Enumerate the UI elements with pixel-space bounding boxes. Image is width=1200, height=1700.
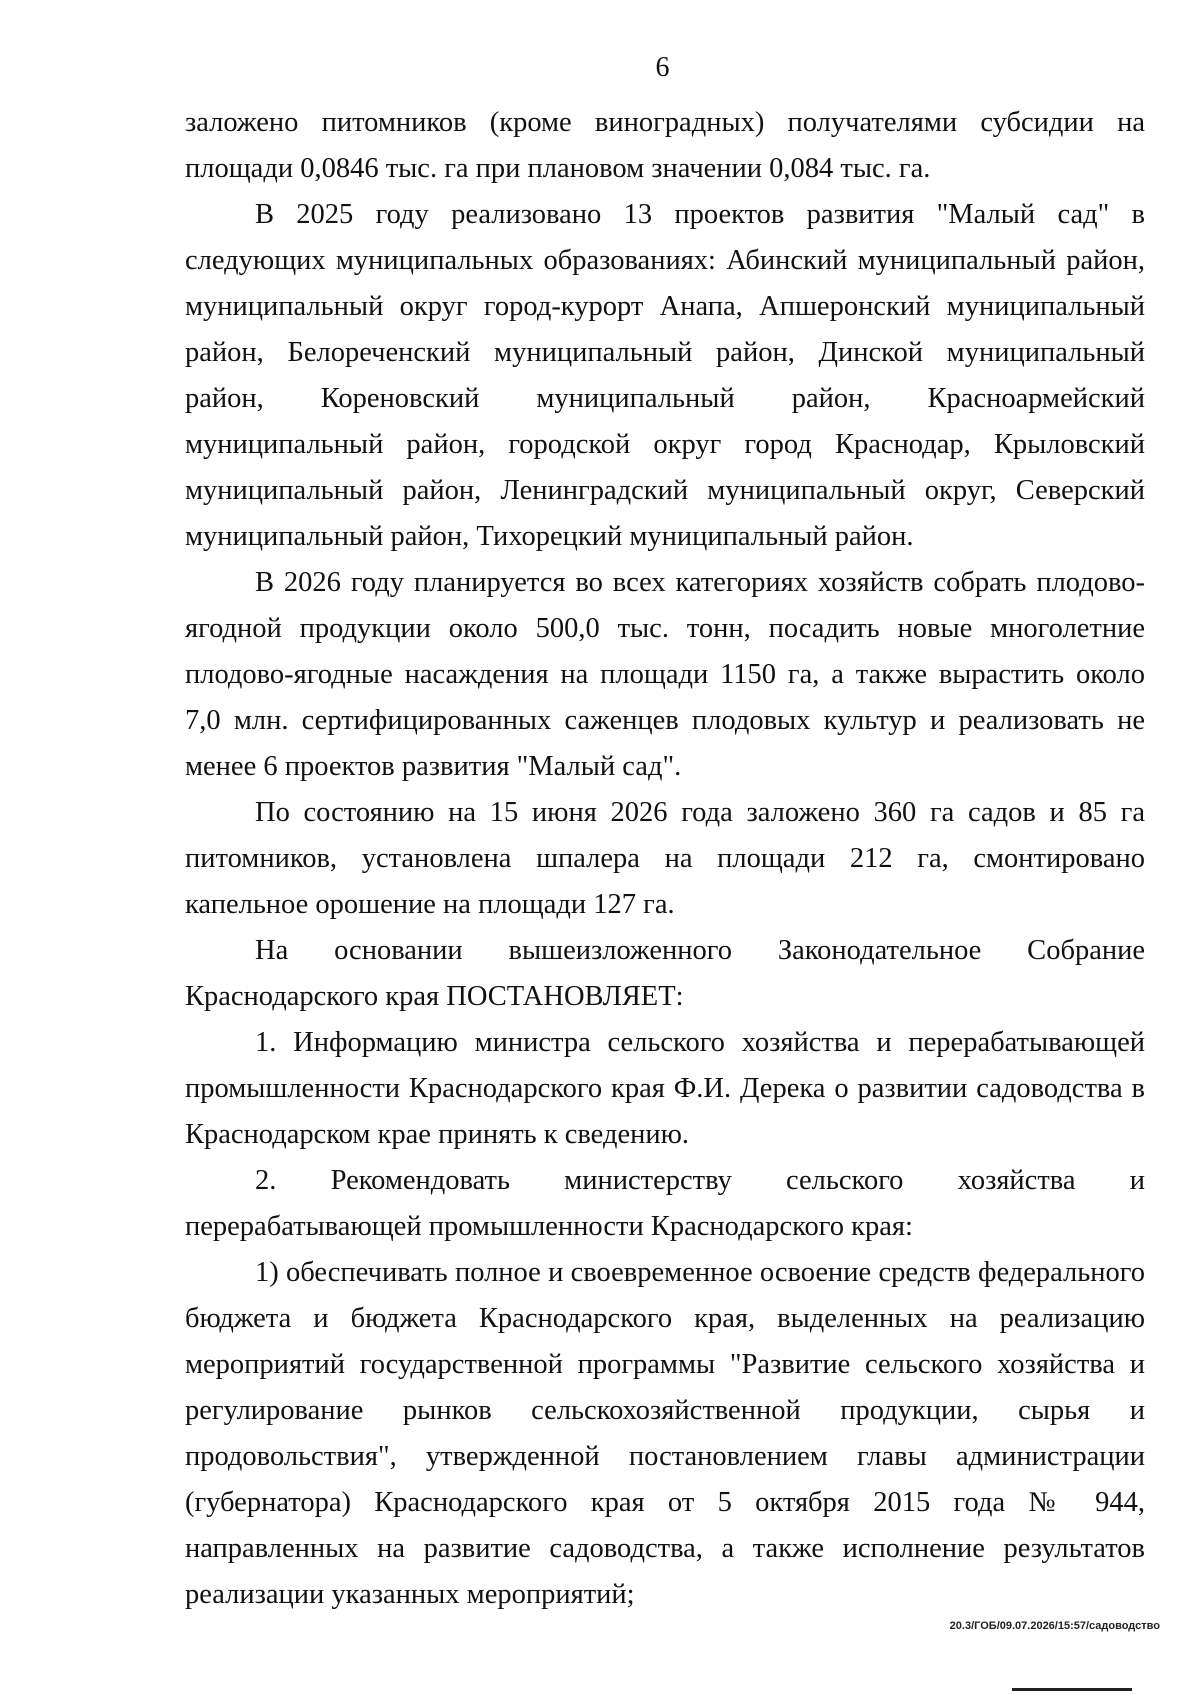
paragraph-malyi-sad-2025: В 2025 году реализовано 13 проектов развития "Малый сад" в следующих муниципальных образованиях: Абинский муниципальный район, муниципальный округ город-курорт Анапа, Апшеронский муниципальный район, Белореченский муниципальный район, Динской муниципальный район, Кореновский муниципальный район, Красноармейский муниципальный район, городской округ город Краснодар, Крыловский муниципальный район, Ленинградский муниципальный округ, Северский муниципальный район, Тихорецкий муниципальный район. — [185, 199, 1145, 552]
document-body — [185, 100, 1145, 1618]
paragraph-continuation: заложено питомников (кроме виноградных) получателями субсидии на площади 0,0846 тыс. га при плановом значении 0,084 тыс. га. — [185, 107, 1145, 184]
paragraph-subitem-1: 1) обеспечивать полное и своевременное освоение средств федерального бюджета и бюджета Краснодарского края, выделенных на реализацию мероприятий государственной программы "Развитие сельского хозяйства и регулирование рынков сельскохозяйственной продукции, сырья и продовольствия", утвержденной постановлением главы администрации (губернатора) Краснодарского края от 5 октября 2015 года № 944, направленных на развитие садоводства, а также исполнение результатов реализации указанных мероприятий; — [185, 1257, 1145, 1610]
paragraph-resolution-intro: На основании вышеизложенного Законодательное Собрание Краснодарского края ПОСТАНОВЛЯЕТ: — [185, 935, 1145, 1012]
paragraph-item-2: 2. Рекомендовать министерству сельского хозяйства и перерабатывающей промышленности Краснодарского края: — [185, 1165, 1145, 1242]
paragraph-plans-2026: В 2026 году планируется во всех категориях хозяйств собрать плодово-ягодной продукции около 500,0 тыс. тонн, посадить новые многолетние плодово-ягодные насаждения на площади 1150 га, а также вырастить около 7,0 млн. сертифицированных саженцев плодовых культур и реализовать не менее 6 проектов развития "Малый сад". — [185, 567, 1145, 782]
paragraph-item-1: 1. Информацию министра сельского хозяйства и перерабатывающей промышленности Краснодарского края Ф.И. Дерека о развитии садоводства в Краснодарском крае принять к сведению. — [185, 1027, 1145, 1150]
footer-document-code: 20.3/ГОБ/09.07.2026/15:57/садоводство — [949, 1620, 1160, 1632]
paragraph-status-june: По состоянию на 15 июня 2026 года заложено 360 га садов и 85 га питомников, установлена шпалера на площади 212 га, смонтировано капельное орошение на площади 127 га. — [185, 797, 1145, 920]
scan-artifact-line — [1012, 1688, 1132, 1691]
page-number: 6 — [655, 52, 670, 83]
